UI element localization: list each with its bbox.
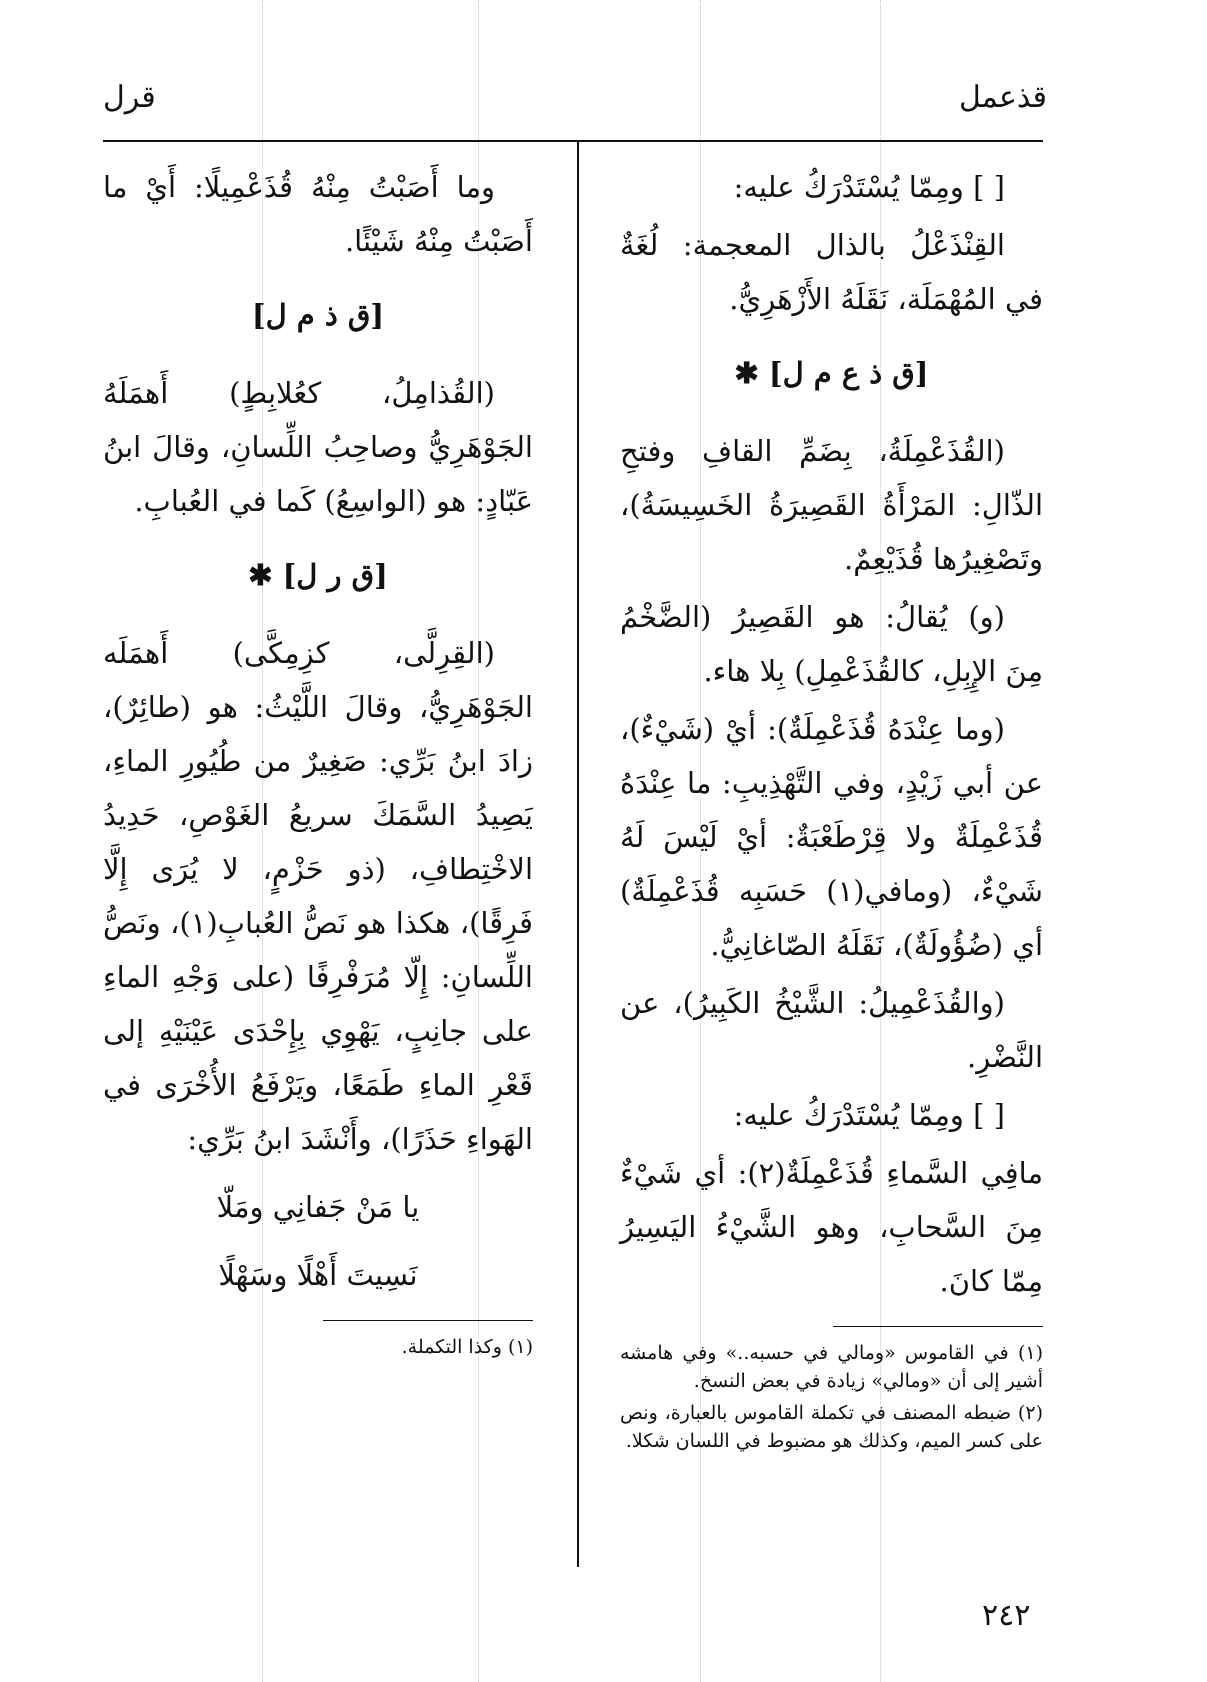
left-column	[103, 160, 533, 1365]
header-entry-word-right: قذعمل	[958, 80, 1047, 115]
header-rule	[103, 140, 1043, 142]
paragraph: (والقُذَعْمِيلُ: الشَّيْخُ الكَبِيرُ)، عن النَّضْرِ.	[620, 986, 1043, 1074]
paragraph: [ ] ومِمّا يُسْتَدْرَكُ عليه:	[733, 170, 1005, 204]
right-column	[620, 160, 1043, 1459]
paragraph: (وما عِنْدَهُ قُذَعْمِلَةٌ): أيْ (شَيْءٌ)، عن أبي زَيْدٍ، وفي التَّهْذِيبِ: ما عِنْدَهُ قُذَعْمِلَةٌ ولا قِرْطَعْبَةٌ: أيْ لَيْسَ لَهُ شَيْءٌ، (ومافي(١) حَسَبِه قُذَعْمِلَةٌ) أي (ضُؤُولَةٌ)، نَقَلَهُ الصّاغانِيُّ.	[620, 712, 1043, 962]
footnote: (٢) ضبطه المصنف في تكملة القاموس بالعبارة، ونص على كسر الميم، وكذلك هو مضبوط في اللسان شكلا.	[620, 1402, 1043, 1452]
paragraph: (القُذامِلُ، كعُلابِطٍ) أَهمَلَهُ الجَوْهَرِيُّ وصاحِبُ اللِّسانِ، وقالَ ابنُ عَبّادٍ: هو (الواسِعُ) كَما في العُبابِ.	[103, 376, 533, 518]
footnote-rule	[833, 1326, 1043, 1327]
paragraph: (القُذَعْمِلَةُ، بِضَمِّ القافِ وفتحِ الذّالِ: المَرْأَةُ القَصِيرَةُ الخَسِيسَةُ)، وتَصْغِيرُها قُذَيْعِمٌ.	[620, 434, 1043, 576]
paragraph: وما أَصَبْتُ مِنْهُ قُذَعْمِيلًا: أَيْ ما أَصَبْتُ مِنْهُ شَيْئًا.	[103, 170, 533, 258]
footnote: (١) وكذا التكملة.	[401, 1336, 533, 1358]
paragraph: (و) يُقالُ: هو القَصِيرُ (الضَّخْمُ مِنَ الإِبِلِ، كالقُذَعْمِلِ) بِلا هاء.	[620, 600, 1043, 688]
entry-heading: [ق ر ل] ✱	[248, 558, 388, 592]
page-number: ٢٤٢	[982, 1598, 1031, 1633]
entry-heading: [ق ذ م ل]	[251, 298, 385, 332]
paragraph: [ ] ومِمّا يُسْتَدْرَكُ عليه:	[733, 1098, 1005, 1132]
entry-heading: [ق ذ ع م ل] ✱	[734, 356, 929, 390]
paragraph: مافِي السَّماءِ قُذَعْمِلَةٌ(٢): أي شَيْءٌ مِنَ السَّحابِ، وهو الشَّيْءُ اليَسِيرُ مِمّا كانَ.	[620, 1156, 1043, 1298]
footnote-rule	[323, 1320, 533, 1321]
verse-line: يا مَنْ جَفانِي ومَلّا	[216, 1190, 420, 1224]
verse-line: نَسِيتَ أَهْلًا وسَهْلًا	[218, 1258, 418, 1292]
footnote: (١) في القاموس «ومالي في حسبه..» وفي هامشه أشير إلى أن «ومالي» زيادة في بعض النسخ.	[620, 1342, 1043, 1392]
header-entry-word-left: قرل	[103, 80, 156, 115]
paragraph: (القِرِلَّى، كزِمِكَّى) أَهمَلَه الجَوْهَرِيُّ، وقالَ اللَّيْثُ: هو (طائِرٌ)، زادَ ابنُ بَرِّي: صَغِيرٌ من طُيُورِ الماءِ، يَصِيدُ السَّمَكَ سريعُ الغَوْصِ، حَدِيدُ الاخْتِطافِ، (ذو حَزْمٍ، لا يُرَى إِلَّا فَرِقًا)، هكذا هو نَصُّ العُبابِ(١)، ونَصُّ اللِّسانِ: إِلّا مُرَفْرِفًا (على وَجْهِ الماءِ على جانِبٍ، يَهْوِي بِإِحْدَى عَيْنَيْهِ إلى قَعْرِ الماءِ طَمَعًا، ويَرْفَعُ الأُخْرَى في الهَواءِ حَذَرًا)، وأَنْشَدَ ابنُ بَرِّي:	[103, 636, 533, 1156]
column-separator	[577, 142, 579, 1567]
paragraph: القِنْذَعْلُ بالذال المعجمة: لُغَةٌ في المُهْمَلَة، نَقَلَهُ الأَزْهَرِيُّ.	[620, 228, 1043, 316]
